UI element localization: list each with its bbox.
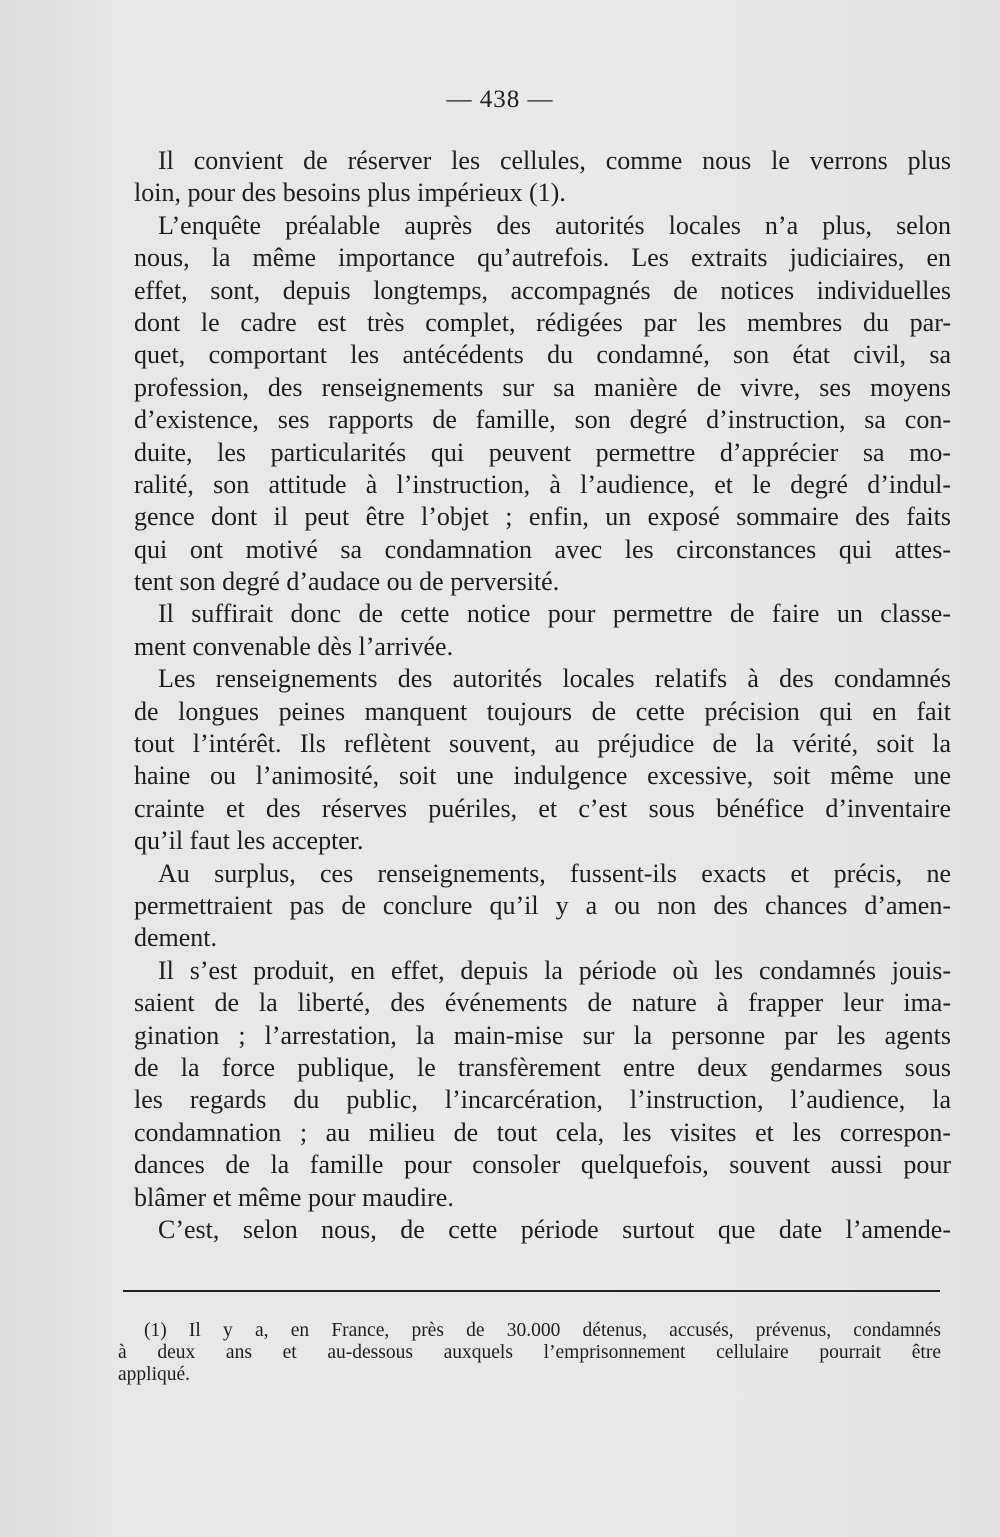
text-line: ralité, son attitude à l’instruction, à l’audience, et le degré d’indul- — [134, 469, 951, 499]
text-line: de la force publique, le transfèrement entre deux gendarmes sous — [134, 1052, 951, 1082]
text-line: duite, les particularités qui peuvent permettre d’apprécier sa mo- — [134, 437, 951, 467]
text-line: Il convient de réserver les cellules, comme nous le verrons plus — [158, 146, 951, 175]
text-line: loin, pour des besoins plus impérieux (1). — [134, 178, 566, 208]
text-line: effet, sont, depuis longtemps, accompagnés de notices individuelles — [134, 275, 951, 305]
text-line: crainte et des réserves puériles, et c’est sous bénéfice d’inventaire — [134, 793, 951, 823]
text-line: d’existence, ses rapports de famille, son degré d’instruction, sa con- — [134, 405, 951, 435]
text-line: Il s’est produit, en effet, depuis la période où les condamnés jouis- — [158, 955, 951, 985]
text-line: profession, des renseignements sur sa manière de vivre, ses moyens — [134, 372, 951, 402]
footnote-line: à deux ans et au-dessous auxquels l’emprisonnement cellulaire pourrait être — [118, 1342, 941, 1363]
text-line: dont le cadre est très complet, rédigées par les membres du par- — [134, 307, 951, 337]
text-line: Au surplus, ces renseignements, fussent-ils exacts et précis, ne — [158, 858, 951, 888]
text-line: qui ont motivé sa condamnation avec les circonstances qui attes- — [134, 534, 951, 564]
text-line: gination ; l’arrestation, la main-mise sur la personne par les agents — [134, 1020, 951, 1050]
text-line: condamnation ; au milieu de tout cela, les visites et les correspon- — [134, 1117, 951, 1147]
text-line: saient de la liberté, des événements de nature à frapper leur ima- — [134, 988, 951, 1018]
text-line: quet, comportant les antécédents du condamné, son état civil, sa — [134, 340, 951, 370]
text-line: tout l’intérêt. Ils reflètent souvent, au préjudice de la vérité, soit la — [134, 729, 951, 759]
text-line: ment convenable dès l’arrivée. — [134, 631, 454, 661]
body-text — [134, 145, 951, 1246]
footnote-line: (1) Il y a, en France, près de 30.000 détenus, accusés, prévenus, condamnés — [144, 1320, 941, 1341]
text-line: gence dont il peut être l’objet ; enfin, un exposé sommaire des faits — [134, 502, 951, 532]
text-line: L’enquête préalable auprès des autorités locales n’a plus, selon — [158, 210, 951, 240]
text-line: Les renseignements des autorités locales relatifs à des condamnés — [158, 664, 951, 694]
text-line: les regards du public, l’incarcération, l’instruction, l’audience, la — [134, 1085, 951, 1115]
footnote — [118, 1320, 941, 1386]
text-line: tent son degré d’audace ou de perversité. — [134, 567, 560, 597]
footnote-line: appliqué. — [118, 1364, 191, 1385]
text-line: nous, la même importance qu’autrefois. Les extraits judiciaires, en — [134, 243, 951, 273]
text-line: Il suffirait donc de cette notice pour permettre de faire un classe- — [158, 599, 951, 629]
text-line: dement. — [134, 923, 218, 953]
text-line: C’est, selon nous, de cette période surtout que date l’amende- — [158, 1214, 951, 1244]
footnote-separator — [123, 1290, 940, 1292]
text-line: qu’il faut les accepter. — [134, 826, 364, 856]
text-line: permettraient pas de conclure qu’il y a ou non des chances d’amen- — [134, 890, 951, 920]
page-number: — 438 — — [446, 86, 554, 113]
text-line: dances de la famille pour consoler quelquefois, souvent aussi pour — [134, 1150, 951, 1180]
text-line: haine ou l’animosité, soit une indulgence excessive, soit même une — [134, 761, 951, 791]
text-line: de longues peines manquent toujours de cette précision qui en fait — [134, 696, 951, 726]
text-line: blâmer et même pour maudire. — [134, 1182, 454, 1212]
